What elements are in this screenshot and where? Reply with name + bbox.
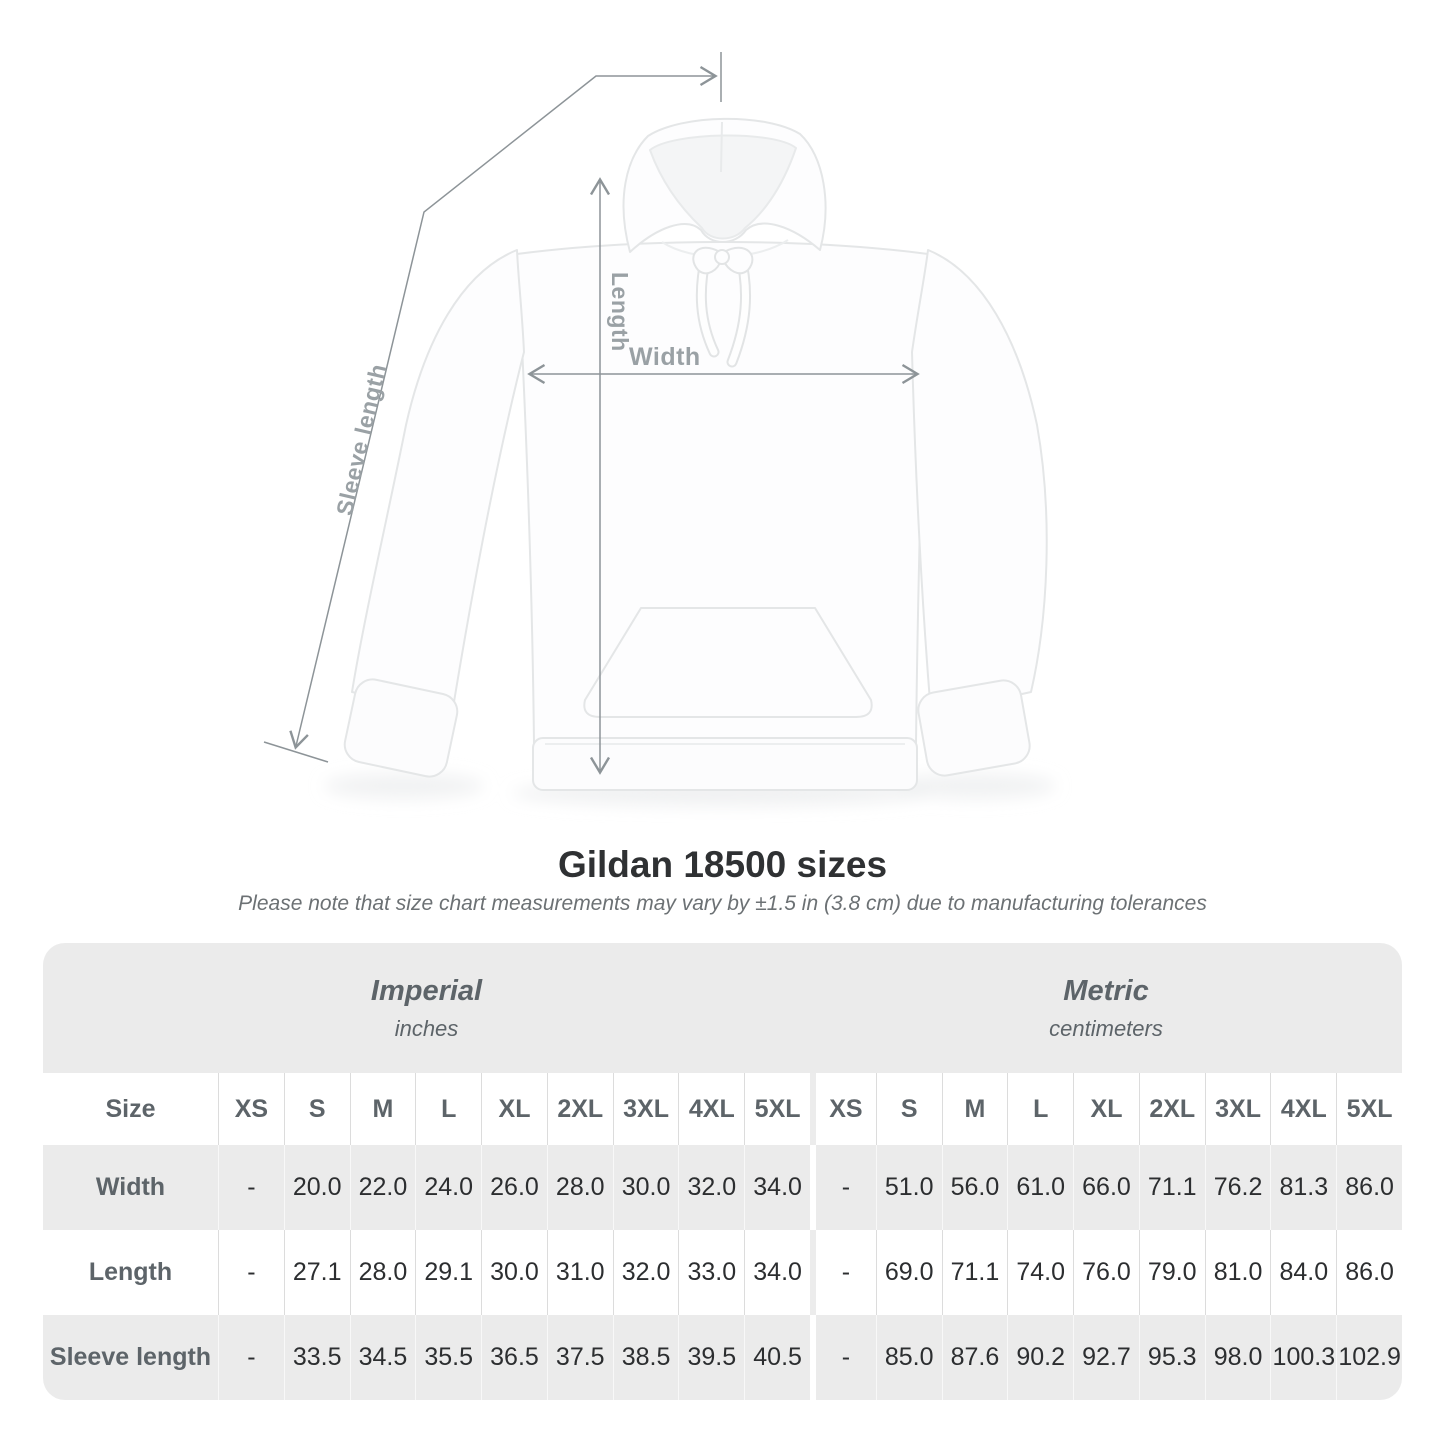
imperial-value-cell: - [218, 1145, 284, 1230]
page-title: Gildan 18500 sizes [557, 844, 888, 885]
imperial-unit: inches [394, 1015, 459, 1041]
metric-value-cell: 86.0 [1336, 1145, 1402, 1230]
imperial-name: Imperial [370, 974, 483, 1007]
size-col-header: S [876, 1073, 942, 1145]
imperial-value-cell: 22.0 [350, 1145, 416, 1230]
metric-value-cell: 87.6 [942, 1315, 1008, 1400]
imperial-value-cell: 29.1 [415, 1230, 481, 1315]
hoodie-right-cuff [915, 678, 1032, 779]
metric-value-cell: 100.3 [1270, 1315, 1336, 1400]
imperial-value-cell: - [218, 1230, 284, 1315]
metric-value-cell: 85.0 [876, 1315, 942, 1400]
size-col-header: XS [810, 1073, 876, 1145]
imperial-value-cell: 32.0 [613, 1230, 679, 1315]
hoodie-left-sleeve [352, 250, 524, 714]
imperial-value-cell: 26.0 [481, 1145, 547, 1230]
size-col-header: XL [1073, 1073, 1139, 1145]
metric-header [810, 943, 1402, 1073]
row-label: Length [88, 1258, 173, 1286]
metric-value-cell: 76.0 [1073, 1230, 1139, 1315]
imperial-value-cell: 37.5 [547, 1315, 613, 1400]
metric-value-cell: 84.0 [1270, 1230, 1336, 1315]
imperial-value-cell: 31.0 [547, 1230, 613, 1315]
tolerance-note: Please note that size chart measurements may vary by ±1.5 in (3.8 cm) due to manufacturing tolerances [238, 892, 1207, 915]
imperial-value-cell: 24.0 [415, 1145, 481, 1230]
metric-value-cell: 90.2 [1007, 1315, 1073, 1400]
metric-value-cell: 81.3 [1270, 1145, 1336, 1230]
metric-value-cell: 61.0 [1007, 1145, 1073, 1230]
table-row [43, 1230, 1402, 1315]
size-col-header: S [284, 1073, 350, 1145]
metric-value-cell: 56.0 [942, 1145, 1008, 1230]
imperial-value-cell: 35.5 [415, 1315, 481, 1400]
metric-unit: centimeters [1049, 1015, 1163, 1041]
imperial-value-cell: 30.0 [613, 1145, 679, 1230]
size-col-header: 3XL [1205, 1073, 1271, 1145]
metric-value-cell: 98.0 [1205, 1315, 1271, 1400]
metric-value-cell: 51.0 [876, 1145, 942, 1230]
imperial-value-cell: 39.5 [678, 1315, 744, 1400]
hoodie-hood [624, 119, 826, 257]
metric-value-cell: 76.2 [1205, 1145, 1271, 1230]
metric-value-cell: 71.1 [942, 1230, 1008, 1315]
metric-value-cell: 81.0 [1205, 1230, 1271, 1315]
size-col-header: M [350, 1073, 416, 1145]
width-measurement-label: Width [629, 343, 701, 371]
imperial-value-cell: - [218, 1315, 284, 1400]
size-col-header: 2XL [547, 1073, 613, 1145]
metric-value-cell: 66.0 [1073, 1145, 1139, 1230]
metric-value-cell: - [810, 1230, 876, 1315]
imperial-header [43, 943, 810, 1073]
size-chart-table [43, 943, 1402, 1400]
size-col-header: L [1007, 1073, 1073, 1145]
size-col-header: XL [481, 1073, 547, 1145]
imperial-value-cell: 34.5 [350, 1315, 416, 1400]
imperial-value-cell: 40.5 [744, 1315, 810, 1400]
size-col-header: 5XL [1336, 1073, 1402, 1145]
size-column-header: Size [105, 1094, 156, 1123]
size-col-header: XS [218, 1073, 284, 1145]
imperial-value-cell: 34.0 [744, 1145, 810, 1230]
metric-value-cell: 79.0 [1139, 1230, 1205, 1315]
table-row [43, 1145, 1402, 1230]
hoodie-right-sleeve [912, 250, 1047, 714]
sleeve-length-measurement-label: Sleeve length [331, 361, 392, 518]
imperial-value-cell: 32.0 [678, 1145, 744, 1230]
size-col-header: 2XL [1139, 1073, 1205, 1145]
size-col-header: L [415, 1073, 481, 1145]
imperial-value-cell: 33.5 [284, 1315, 350, 1400]
title-block [0, 844, 1445, 916]
size-col-header: 4XL [1270, 1073, 1336, 1145]
imperial-value-cell: 38.5 [613, 1315, 679, 1400]
imperial-value-cell: 34.0 [744, 1230, 810, 1315]
imperial-value-cell: 36.5 [481, 1315, 547, 1400]
metric-value-cell: - [810, 1145, 876, 1230]
metric-value-cell: 95.3 [1139, 1315, 1205, 1400]
unit-system-header [43, 943, 1402, 1073]
imperial-value-cell: 28.0 [547, 1145, 613, 1230]
metric-value-cell: - [810, 1315, 876, 1400]
size-col-header: M [942, 1073, 1008, 1145]
metric-value-cell: 92.7 [1073, 1315, 1139, 1400]
imperial-value-cell: 30.0 [481, 1230, 547, 1315]
size-col-header: 3XL [613, 1073, 679, 1145]
imperial-value-cell: 20.0 [284, 1145, 350, 1230]
metric-name: Metric [1063, 974, 1149, 1007]
metric-value-cell: 74.0 [1007, 1230, 1073, 1315]
metric-value-cell: 71.1 [1139, 1145, 1205, 1230]
length-measurement-label: Length [607, 272, 633, 352]
metric-value-cell: 86.0 [1336, 1230, 1402, 1315]
row-label: Width [95, 1173, 166, 1201]
size-header-row [43, 1073, 1402, 1145]
size-col-header: 5XL [744, 1073, 810, 1145]
table-row [43, 1315, 1402, 1400]
imperial-value-cell: 33.0 [678, 1230, 744, 1315]
imperial-value-cell: 28.0 [350, 1230, 416, 1315]
hoodie-hem [533, 738, 917, 790]
size-col-header: 4XL [678, 1073, 744, 1145]
metric-value-cell: 102.9 [1336, 1315, 1402, 1400]
metric-value-cell: 69.0 [876, 1230, 942, 1315]
table-rows [43, 1073, 1402, 1400]
imperial-value-cell: 27.1 [284, 1230, 350, 1315]
row-label: Sleeve length [49, 1343, 212, 1371]
